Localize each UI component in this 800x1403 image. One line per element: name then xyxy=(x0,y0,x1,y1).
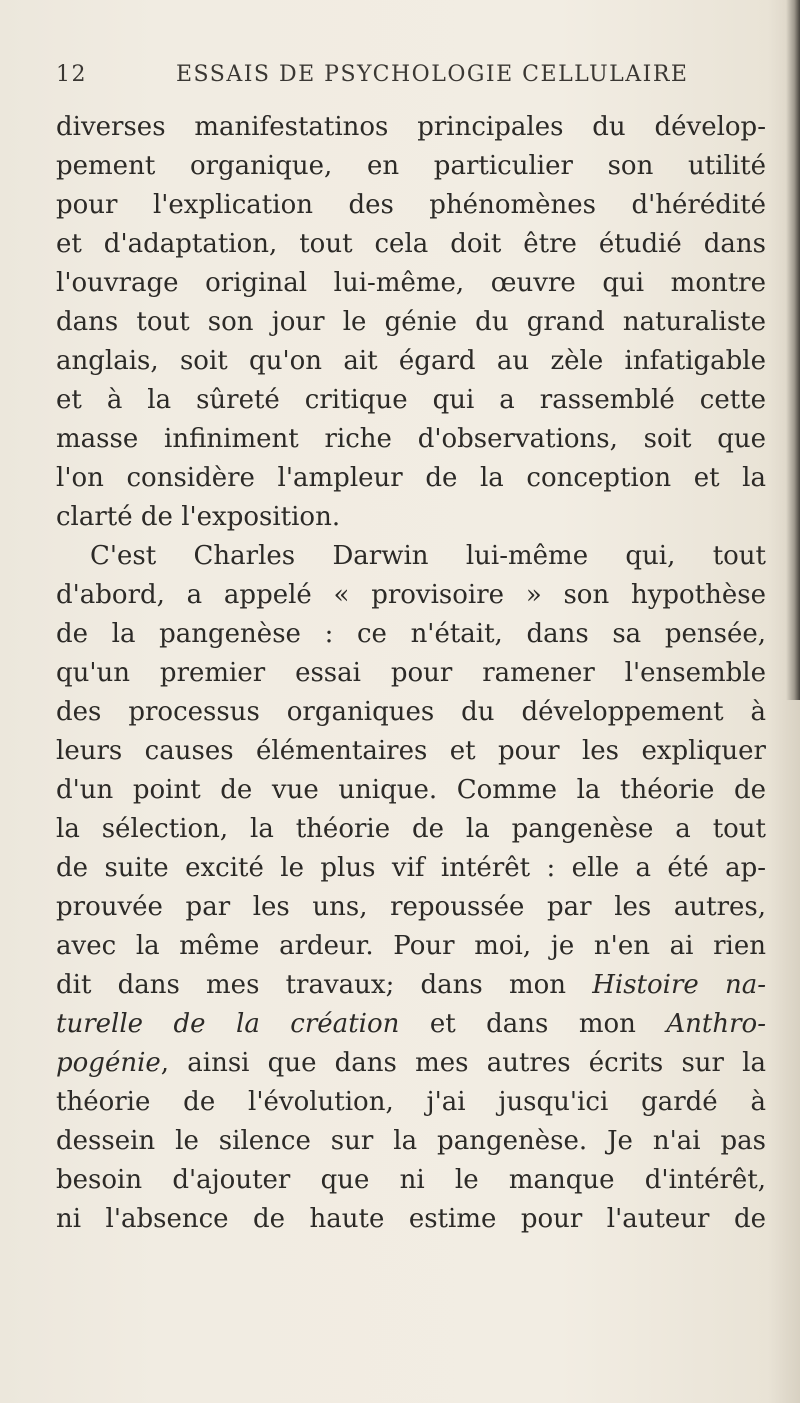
text-line: avec la même ardeur. Pour moi, je n'en ai rien xyxy=(56,931,766,961)
text-line: besoin d'ajouter que ni le manque d'intérêt, xyxy=(56,1165,766,1195)
paragraph-end-line: clarté de l'exposition. xyxy=(56,502,341,532)
text-line-with-title xyxy=(56,966,766,1005)
text-line: de suite excité le plus vif intérêt : elle a été ap- xyxy=(56,853,766,883)
text-line: leurs causes élémentaires et pour les expliquer xyxy=(56,736,766,766)
text-segment: et dans mon xyxy=(399,1009,667,1039)
text-line: anglais, soit qu'on ait égard au zèle infatigable xyxy=(56,346,766,376)
text-line: l'on considère l'ampleur de la conception et la xyxy=(56,463,766,493)
text-line: ni l'absence de haute estime pour l'auteur de xyxy=(56,1204,766,1234)
text-line: l'ouvrage original lui-même, œuvre qui montre xyxy=(56,268,766,298)
text-line: pement organique, en particulier son utilité xyxy=(56,151,766,181)
text-line-with-title xyxy=(56,1005,766,1044)
text-segment: dit dans mes travaux; dans mon xyxy=(56,970,593,1000)
text-line: et d'adaptation, tout cela doit être étudié dans xyxy=(56,229,766,259)
text-line: pour l'explication des phénomènes d'hérédité xyxy=(56,190,766,220)
text-line: prouvée par les uns, repoussée par les autres, xyxy=(56,892,766,922)
book-title-italic: turelle de la création xyxy=(56,1009,400,1039)
text-line: qu'un premier essai pour ramener l'ensemble xyxy=(56,658,766,688)
running-title: ESSAIS DE PSYCHOLOGIE CELLULAIRE xyxy=(176,62,689,87)
text-line: dessein le silence sur la pangenèse. Je n'ai pas xyxy=(56,1126,766,1156)
text-line: masse infiniment riche d'observations, soit que xyxy=(56,424,766,454)
page-number: 12 xyxy=(56,62,87,87)
page-binding-shadow xyxy=(786,0,800,700)
paragraph-start-line: C'est Charles Darwin lui-même qui, tout xyxy=(90,541,766,571)
book-title-italic: Histoire na- xyxy=(592,970,766,1000)
text-line: des processus organiques du développement à xyxy=(56,697,766,727)
text-line: d'abord, a appelé « provisoire » son hypothèse xyxy=(56,580,766,610)
running-header xyxy=(56,62,748,96)
text-line: de la pangenèse : ce n'était, dans sa pensée, xyxy=(56,619,766,649)
text-line: diverses manifestatinos principales du dévelop- xyxy=(56,112,766,142)
book-title-italic: Anthro- xyxy=(666,1009,766,1039)
text-line-with-title xyxy=(56,1044,766,1083)
text-line: et à la sûreté critique qui a rassemblé cette xyxy=(56,385,766,415)
text-line: la sélection, la théorie de la pangenèse a tout xyxy=(56,814,766,844)
text-line: d'un point de vue unique. Comme la théorie de xyxy=(56,775,766,805)
text-line: dans tout son jour le génie du grand naturaliste xyxy=(56,307,766,337)
book-title-italic: pogénie xyxy=(56,1048,161,1078)
text-line: théorie de l'évolution, j'ai jusqu'ici gardé à xyxy=(56,1087,766,1117)
text-segment: , ainsi que dans mes autres écrits sur la xyxy=(160,1048,766,1078)
body-text xyxy=(56,108,766,1239)
